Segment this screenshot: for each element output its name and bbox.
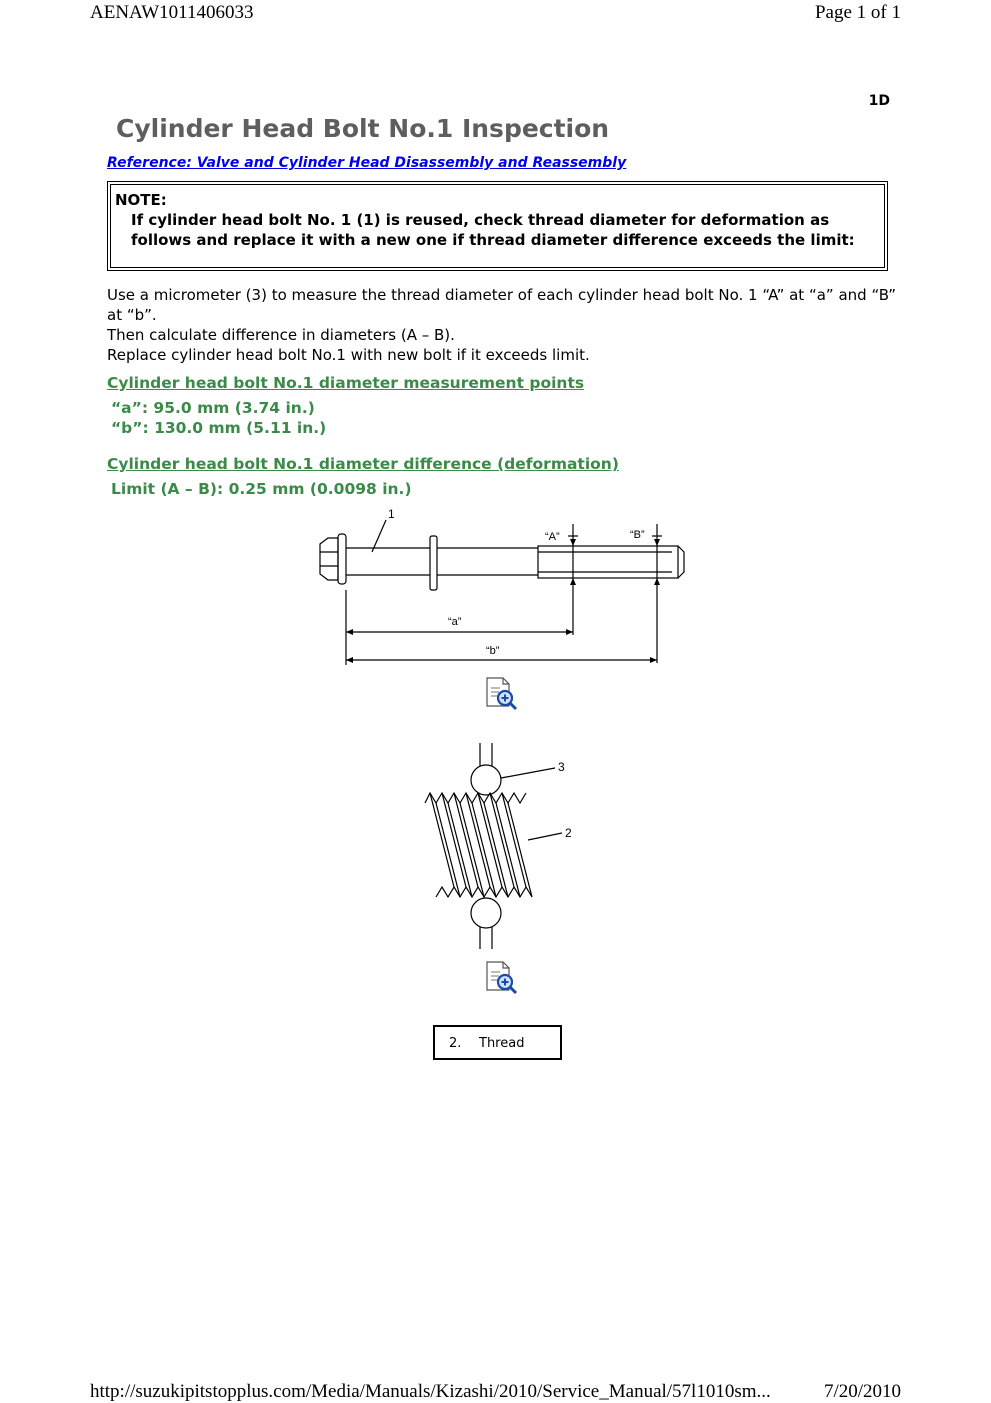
thread-item-2-label: 2	[565, 826, 572, 840]
instruction-text	[107, 285, 897, 365]
section-code: 1D	[868, 93, 890, 109]
legend-label: Thread	[479, 1036, 525, 1051]
note-box	[107, 181, 888, 271]
zoom-in-icon[interactable]	[485, 676, 519, 712]
footer-url: http://suzukipitstopplus.com/Media/Manuals/Kizashi/2010/Service_Manual/57l1010sm...	[90, 1381, 771, 1402]
dimension-a-label: “a”	[448, 616, 462, 628]
point-a-value: “a”: 95.0 mm (3.74 in.)	[111, 399, 315, 417]
reference-link[interactable]: Reference: Valve and Cylinder Head Disassembly and Reassembly	[107, 155, 627, 171]
limit-value: Limit (A – B): 0.25 mm (0.0098 in.)	[111, 480, 412, 498]
instruction-line-2: Then calculate difference in diameters (A – B).	[107, 326, 455, 344]
note-text: If cylinder head bolt No. 1 (1) is reused, check thread diameter for deformation as follows and replace it with a new one if thread diameter difference exceeds the limit:	[131, 211, 855, 249]
page-number: Page 1 of 1	[814, 2, 901, 23]
legend-box	[433, 1025, 562, 1060]
instruction-line-3: Replace cylinder head bolt No.1 with new bolt if it exceeds limit.	[107, 346, 590, 364]
point-b-value: “b”: 130.0 mm (5.11 in.)	[111, 419, 327, 437]
dimension-B-label: “B”	[630, 529, 645, 541]
legend-number: 2.	[449, 1036, 462, 1051]
instruction-line-1: Use a micrometer (3) to measure the thread diameter of each cylinder head bolt No. 1 “A” at “a” and “B” at “b”.	[107, 286, 896, 324]
micrometer-item-3-label: 3	[558, 760, 565, 774]
thread-measurement-diagram	[400, 735, 600, 955]
measurement-points-link[interactable]: Cylinder head bolt No.1 diameter measurement points	[107, 374, 585, 392]
page-title: Cylinder Head Bolt No.1 Inspection	[116, 114, 610, 143]
document-id: AENAW1011406033	[90, 2, 254, 23]
deformation-limit-link[interactable]: Cylinder head bolt No.1 diameter difference (deformation)	[107, 455, 619, 473]
zoom-in-icon[interactable]	[485, 960, 519, 996]
bolt-item-1-label: 1	[388, 507, 395, 521]
footer-date: 7/20/2010	[823, 1381, 901, 1402]
dimension-A-label: “A”	[545, 531, 560, 543]
note-label: NOTE:	[115, 191, 167, 209]
bolt-diagram	[300, 500, 700, 670]
dimension-b-label: “b”	[486, 645, 500, 657]
